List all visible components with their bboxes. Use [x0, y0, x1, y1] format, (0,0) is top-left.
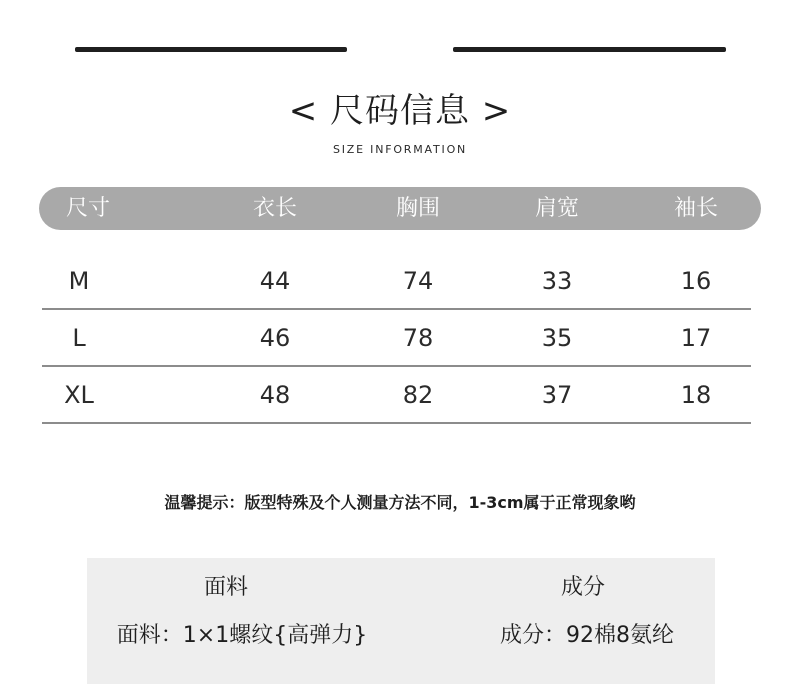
decorative-rule-right [453, 47, 726, 52]
table-cell: 46 [259, 324, 291, 352]
composition-value: 成分：92棉8氨纶 [500, 623, 674, 648]
table-cell: L [72, 324, 86, 352]
table-cell: 48 [259, 381, 291, 409]
table-cell: 16 [680, 267, 712, 295]
decorative-rule-left [75, 47, 347, 52]
table-cell: 18 [680, 381, 712, 409]
table-cell: 78 [402, 324, 434, 352]
table-cell: 37 [541, 381, 573, 409]
table-cell: 17 [680, 324, 712, 352]
row-divider [42, 422, 751, 424]
row-divider [42, 308, 751, 310]
page-title: < 尺码信息 > [288, 91, 512, 131]
column-header-sleeve: 袖长 [673, 196, 718, 221]
table-row [42, 311, 751, 367]
column-header-shoulder: 肩宽 [534, 196, 579, 221]
column-header-size: 尺寸 [65, 196, 110, 221]
column-header-length: 衣长 [252, 196, 297, 221]
size-table-header [39, 187, 761, 230]
row-divider [42, 365, 751, 367]
page-subtitle: SIZE INFORMATION [332, 143, 468, 156]
fabric-info-box [87, 558, 715, 684]
table-row [42, 368, 751, 424]
table-cell: 44 [259, 267, 291, 295]
table-cell: 35 [541, 324, 573, 352]
table-cell: XL [64, 381, 94, 409]
composition-heading: 成分 [560, 575, 605, 600]
column-header-chest: 胸围 [395, 196, 440, 221]
sizing-tip: 温馨提示：版型特殊及个人测量方法不同，1-3cm属于正常现象哟 [164, 493, 636, 512]
table-cell: 74 [402, 267, 434, 295]
table-cell: 82 [402, 381, 434, 409]
material-value: 面料：1×1螺纹{高弹力} [116, 623, 368, 648]
material-heading: 面料 [203, 575, 248, 600]
table-cell: 33 [541, 267, 573, 295]
table-row [42, 254, 751, 310]
table-cell: M [68, 267, 90, 295]
